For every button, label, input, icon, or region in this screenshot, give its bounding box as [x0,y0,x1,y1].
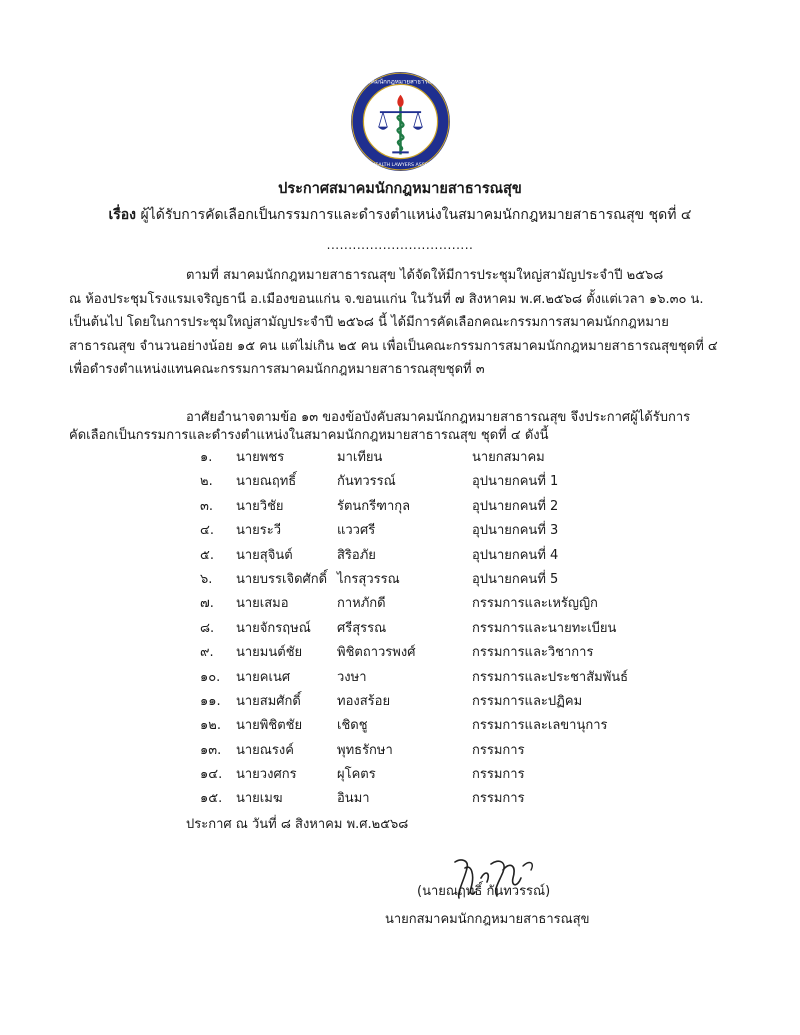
member-position: อุปนายกคนที่ 1 [472,474,559,490]
member-last-name: พุทธรักษา [337,742,393,758]
member-first-name: นายณฤทธิ์ [236,474,297,490]
announcement-date: ประกาศ ณ วันที่ ๘ สิงหาคม พ.ศ.๒๕๖๘ [186,817,409,832]
member-position: นายกสมาคม [472,450,545,465]
paragraph-authority-body [69,424,549,448]
member-last-name: อินมา [337,791,370,807]
paragraph-line: ณ ห้องประชุมโรงแรมเจริญธานี อ.เมืองขอนแก่น จ.ขอนแก่น ในวันที่ ๗ สิงหาคม พ.ศ.๒๕๖๘ ตั้งแต่เวลา ๑๖.๓๐ น. [69,291,704,307]
member-last-name: กันทวรรณ์ [337,474,396,490]
svg-text:สมาคมนักกฎหมายสาธารณสุข: สมาคมนักกฎหมายสาธารณสุข [359,78,442,86]
association-logo [349,70,452,173]
paragraph-line: อาศัยอำนาจตามข้อ ๑๓ ของข้อบังคับสมาคมนักกฎหมายสาธารณสุข จึงประกาศผู้ได้รับการ [186,410,691,425]
member-first-name: นายพิชิตชัย [236,718,303,734]
member-first-name: นายคเนศ [236,669,291,685]
member-position: อุปนายกคนที่ 3 [472,523,559,539]
member-position: อุปนายกคนที่ 5 [472,571,559,587]
member-last-name: ผุโคตร [337,767,376,783]
member-first-name: นายเสมอ [236,596,289,612]
announcement-title: ประกาศสมาคมนักกฎหมายสาธารณสุข [278,181,522,197]
member-position: กรรมการและเหรัญญิก [472,596,598,612]
paragraph-intro [186,264,663,288]
member-first-name: นายพชร [236,450,285,465]
signer-position: นายกสมาคมนักกฎหมายสาธารณสุข [385,912,590,927]
member-first-name: นายสุจินต์ [236,547,293,563]
member-first-name: นายณรงค์ [236,742,294,758]
member-position: กรรมการ [472,791,525,807]
paragraph-line: ตามที่ สมาคมนักกฎหมายสาธารณสุข ได้จัดให้มีการประชุมใหญ่สามัญประจำปี ๒๕๖๘ [186,268,664,283]
subject-text: ผู้ได้รับการคัดเลือกเป็นกรรมการและดำรงตำแหน่งในสมาคมนักกฎหมายสาธารณสุข ชุดที่ ๔ [140,207,692,223]
member-last-name: เชิดชู [337,718,368,734]
member-last-name: แววศรี [337,523,376,539]
member-number: ๖. [200,571,213,587]
member-position: กรรมการและประชาสัมพันธ์ [472,669,629,685]
separator-dots: .................................. [326,238,474,252]
paragraph-intro-body [69,288,718,382]
member-last-name: กาหภักดี [337,596,386,612]
member-last-name: ไกรสุวรรณ [337,571,400,587]
member-first-name: นายสมศักดิ์ [236,693,301,709]
member-last-name: วงษา [337,669,367,685]
svg-text:PUBLIC HEALTH LAWYERS ASSOCIAT: PUBLIC HEALTH LAWYERS ASSOCIATION [353,162,448,168]
signer-name: (นายณฤทธิ์ กันทวรรณ์) [417,884,551,899]
member-number: ๑๑. [200,693,221,709]
member-position: กรรมการและนายทะเบียน [472,620,617,636]
member-number: ๑๕. [200,791,223,807]
member-first-name: นายระวี [236,523,282,539]
member-first-name: นายมนต์ชัย [236,645,303,661]
member-position: กรรมการ [472,767,525,783]
paragraph-line: คัดเลือกเป็นกรรมการและดำรงตำแหน่งในสมาคมนักกฎหมายสาธารณสุข ชุดที่ ๔ ดังนี้ [69,428,549,443]
member-number: ๑๓. [200,742,222,758]
subject-line [0,204,800,226]
member-first-name: นายบรรเจิดศักดิ์ [236,571,328,587]
member-number: ๔. [200,523,214,539]
paragraph-line: เพื่อดำรงตำแหน่งแทนคณะกรรมการสมาคมนักกฎหมายสาธารณสุขชุดที่ ๓ [69,362,485,377]
member-last-name: พิชิตถาวรพงศ์ [337,645,416,661]
member-number: ๑. [200,450,213,465]
member-last-name: รัตนกรีฑากุล [337,498,411,514]
member-last-name: สิริอภัย [337,547,376,563]
member-number: ๗. [200,596,214,612]
member-first-name: นายจักรฤษณ์ [236,620,311,636]
member-first-name: นายเมฆ [236,791,283,807]
member-position: กรรมการและปฏิคม [472,693,583,709]
member-position: กรรมการและเลขานุการ [472,718,608,734]
member-position: กรรมการ [472,742,525,758]
member-first-name: นายวงศกร [236,767,297,783]
subject-keyword: เรื่อง [108,207,137,223]
member-number: ๘. [200,620,215,636]
member-number: ๑๒. [200,718,221,734]
member-number: ๑๐. [200,669,221,685]
member-number: ๓. [200,498,214,514]
paragraph-line: เป็นต้นไป โดยในการประชุมใหญ่สามัญประจำปี ๒๕๖๘ นี้ ได้มีการคัดเลือกคณะกรรมการสมาคมนักกฎหมาย [69,315,669,330]
member-position: อุปนายกคนที่ 2 [472,498,559,514]
member-last-name: มาเทียน [337,450,383,465]
member-number: ๙. [200,645,214,661]
member-first-name: นายวิชัย [236,498,284,514]
member-last-name: ทองสร้อย [337,693,391,709]
member-number: ๕. [200,547,214,563]
member-position: กรรมการและวิชาการ [472,645,594,661]
member-position: อุปนายกคนที่ 4 [472,547,559,563]
member-last-name: ศรีสุรรณ [337,620,387,636]
member-number: ๒. [200,474,213,490]
member-number: ๑๔. [200,767,223,783]
paragraph-line: สาธารณสุข จำนวนอย่างน้อย ๑๕ คน แต่ไม่เกิน ๒๕ คน เพื่อเป็นคณะกรรมการสมาคมนักกฎหมายสาธารณสุขชุดที่ ๔ [69,338,718,354]
